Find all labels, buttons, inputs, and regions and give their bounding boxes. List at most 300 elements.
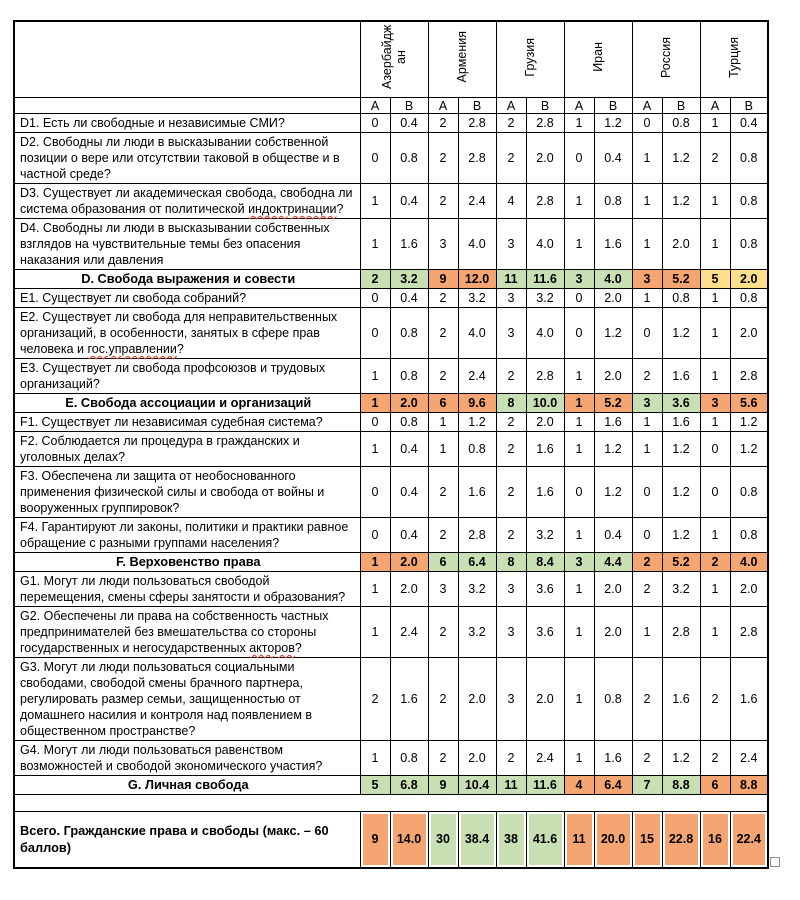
section-total-cell: 4.0	[730, 553, 768, 572]
question-row	[14, 413, 768, 432]
score-cell: 3.2	[458, 607, 496, 658]
question-cell: F3. Обеспечена ли защита от необоснованного применения физической силы и свобода от войны и вооруженных группировок?	[14, 467, 360, 518]
score-cell: 4.0	[526, 219, 564, 270]
score-cell: 3	[496, 308, 526, 359]
score-cell: 1.2	[662, 184, 700, 219]
score-cell: 1	[700, 607, 730, 658]
col-a-header: А	[428, 98, 458, 114]
question-row	[14, 184, 768, 219]
score-cell: 3	[496, 607, 526, 658]
score-cell: 2	[700, 741, 730, 776]
score-cell: 2	[428, 114, 458, 133]
score-cell: 1.2	[662, 432, 700, 467]
section-total-cell: 8.8	[662, 776, 700, 795]
section-total-cell: 2.0	[730, 270, 768, 289]
question-cell: G4. Могут ли люди пользоваться равенством возможностей и свободой экономического участия?	[14, 741, 360, 776]
score-cell: 2.0	[662, 219, 700, 270]
score-cell: 4.0	[526, 308, 564, 359]
score-cell: 1	[564, 741, 594, 776]
score-cell: 1.6	[662, 359, 700, 394]
score-cell: 2	[496, 413, 526, 432]
question-cell: D4. Свободны ли люди в высказывании собственных взглядов на чувствительные темы без опасения наказания или давления	[14, 219, 360, 270]
score-cell: 0	[632, 467, 662, 518]
score-cell: 0	[360, 133, 390, 184]
score-cell: 1.2	[594, 308, 632, 359]
score-cell: 2	[700, 133, 730, 184]
question-cell: E1. Существует ли свобода собраний?	[14, 289, 360, 308]
section-total-cell: 9	[428, 270, 458, 289]
question-row	[14, 432, 768, 467]
score-cell: 2.0	[594, 572, 632, 607]
spacer-cell	[14, 795, 768, 812]
score-cell: 1	[360, 219, 390, 270]
score-cell: 2	[428, 289, 458, 308]
score-cell: 1	[564, 359, 594, 394]
score-cell: 3.6	[526, 607, 564, 658]
score-cell: 1	[564, 184, 594, 219]
section-total-cell: 3	[700, 394, 730, 413]
col-b-header: В	[458, 98, 496, 114]
score-cell: 1	[564, 572, 594, 607]
score-cell: 2.8	[526, 184, 564, 219]
score-cell: 1.6	[594, 219, 632, 270]
section-total-cell: 11	[496, 776, 526, 795]
score-cell: 0.4	[390, 518, 428, 553]
score-cell: 2	[496, 467, 526, 518]
col-a-header: А	[360, 98, 390, 114]
section-total-cell: 5.2	[662, 270, 700, 289]
score-cell: 1.6	[526, 432, 564, 467]
score-cell: 1	[360, 572, 390, 607]
section-total-cell: 10.4	[458, 776, 496, 795]
score-cell: 1	[700, 114, 730, 133]
section-total-cell: 5.6	[730, 394, 768, 413]
grand-total-cell: 41.6	[526, 812, 564, 868]
section-total-cell: 3	[564, 270, 594, 289]
score-cell: 1.6	[390, 658, 428, 741]
col-a-header: А	[564, 98, 594, 114]
country-label: Азербайджан	[380, 24, 408, 90]
score-cell: 1	[700, 572, 730, 607]
score-cell: 1	[700, 308, 730, 359]
misspelled-word: индоктринации	[248, 202, 337, 216]
score-cell: 0	[564, 289, 594, 308]
col-a-header: А	[700, 98, 730, 114]
score-cell: 0	[700, 467, 730, 518]
score-cell: 0.8	[390, 413, 428, 432]
score-cell: 0.4	[390, 432, 428, 467]
country-label: Грузия	[523, 37, 537, 77]
score-cell: 2	[700, 658, 730, 741]
score-cell: 1	[360, 607, 390, 658]
country-label: Иран	[591, 42, 605, 72]
score-cell: 2	[632, 359, 662, 394]
section-label-cell: E. Свобода ассоциации и организаций	[14, 394, 360, 413]
score-cell: 1.2	[662, 308, 700, 359]
grand-total-cell: 14.0	[390, 812, 428, 868]
grand-total-cell: 11	[564, 812, 594, 868]
score-cell: 1	[428, 432, 458, 467]
section-total-cell: 3.6	[662, 394, 700, 413]
country-header-georgia	[496, 21, 564, 98]
section-total-cell: 6	[428, 394, 458, 413]
score-cell: 2	[360, 658, 390, 741]
score-cell: 1	[700, 413, 730, 432]
score-cell: 2	[496, 741, 526, 776]
section-total-row	[14, 776, 768, 795]
score-cell: 0.8	[730, 219, 768, 270]
section-total-cell: 8	[496, 553, 526, 572]
table-resize-handle[interactable]	[770, 857, 780, 867]
score-cell: 1.2	[594, 467, 632, 518]
question-row	[14, 133, 768, 184]
score-cell: 0.4	[594, 518, 632, 553]
score-cell: 1.2	[594, 114, 632, 133]
question-cell: G2. Обеспечены ли права на собственность частных предпринимателей без вмешательства со стороны государственных и негосударственных акторов?	[14, 607, 360, 658]
section-total-cell: 8	[496, 394, 526, 413]
question-row	[14, 658, 768, 741]
score-cell: 2.8	[526, 359, 564, 394]
score-cell: 2.8	[458, 133, 496, 184]
score-cell: 0.8	[594, 184, 632, 219]
score-cell: 1	[360, 741, 390, 776]
score-cell: 1	[564, 413, 594, 432]
score-cell: 2	[428, 308, 458, 359]
score-cell: 1.6	[594, 741, 632, 776]
score-cell: 0.8	[390, 359, 428, 394]
score-cell: 1.6	[526, 467, 564, 518]
question-cell: G3. Могут ли люди пользоваться социальными свободами, свободой смены брачного партнера, регулировать размер семьи, защищенностью от домашнего насилия и контроля над появлением в общественном пространстве?	[14, 658, 360, 741]
score-cell: 1.6	[458, 467, 496, 518]
question-row	[14, 114, 768, 133]
score-cell: 1.6	[662, 413, 700, 432]
country-label: Россия	[659, 36, 673, 78]
section-total-cell: 9.6	[458, 394, 496, 413]
score-cell: 0	[360, 413, 390, 432]
score-cell: 2	[496, 133, 526, 184]
score-cell: 1	[632, 184, 662, 219]
score-cell: 3	[428, 572, 458, 607]
score-cell: 0.8	[594, 658, 632, 741]
score-cell: 2.0	[730, 572, 768, 607]
section-total-cell: 3	[564, 553, 594, 572]
section-total-cell: 2	[700, 553, 730, 572]
question-row	[14, 467, 768, 518]
score-cell: 0.8	[730, 518, 768, 553]
score-cell: 2	[428, 658, 458, 741]
score-cell: 1.6	[662, 658, 700, 741]
score-cell: 0.4	[390, 467, 428, 518]
score-cell: 3	[496, 572, 526, 607]
section-total-cell: 1	[360, 553, 390, 572]
score-cell: 2.0	[594, 607, 632, 658]
section-total-cell: 2.0	[390, 553, 428, 572]
section-total-cell: 3	[632, 394, 662, 413]
score-cell: 0.8	[458, 432, 496, 467]
section-total-cell: 3	[632, 270, 662, 289]
section-total-cell: 6.4	[458, 553, 496, 572]
score-cell: 1	[632, 219, 662, 270]
section-total-cell: 10.0	[526, 394, 564, 413]
grand-total-cell: 16	[700, 812, 730, 868]
scores-table	[13, 20, 769, 869]
score-cell: 1.2	[458, 413, 496, 432]
score-cell: 1.2	[730, 432, 768, 467]
question-row	[14, 219, 768, 270]
score-cell: 1.2	[662, 741, 700, 776]
score-cell: 1	[360, 359, 390, 394]
section-total-cell: 8.8	[730, 776, 768, 795]
col-b-header: В	[594, 98, 632, 114]
score-cell: 2	[632, 658, 662, 741]
score-cell: 2.8	[526, 114, 564, 133]
score-cell: 0	[632, 518, 662, 553]
score-cell: 2.8	[730, 607, 768, 658]
score-cell: 3	[428, 219, 458, 270]
score-cell: 1.2	[662, 133, 700, 184]
question-cell: F4. Гарантируют ли законы, политики и практики равное обращение с разными группами населения?	[14, 518, 360, 553]
score-cell: 2.8	[458, 518, 496, 553]
grand-total-cell: 20.0	[594, 812, 632, 868]
score-cell: 2	[496, 518, 526, 553]
question-cell: D1. Есть ли свободные и независимые СМИ?	[14, 114, 360, 133]
score-cell: 0.4	[594, 133, 632, 184]
score-cell: 3	[496, 219, 526, 270]
section-total-cell: 11	[496, 270, 526, 289]
score-cell: 2.0	[458, 658, 496, 741]
col-b-header: В	[662, 98, 700, 114]
score-cell: 0	[632, 114, 662, 133]
question-cell: E2. Существует ли свобода для неправительственных организаций, в особенности, занятых в сфере прав человека и гос.управлении?	[14, 308, 360, 359]
section-total-cell: 3.2	[390, 270, 428, 289]
score-cell: 1	[564, 658, 594, 741]
score-cell: 1	[700, 518, 730, 553]
score-cell: 4.0	[458, 219, 496, 270]
section-total-cell: 2.0	[390, 394, 428, 413]
section-label-cell: G. Личная свобода	[14, 776, 360, 795]
score-cell: 0.8	[730, 133, 768, 184]
question-row	[14, 289, 768, 308]
score-cell: 2.0	[526, 133, 564, 184]
score-cell: 2.8	[458, 114, 496, 133]
section-total-cell: 12.0	[458, 270, 496, 289]
score-cell: 0.8	[390, 308, 428, 359]
section-total-row	[14, 553, 768, 572]
score-cell: 2	[428, 607, 458, 658]
section-total-cell: 8.4	[526, 553, 564, 572]
score-cell: 3.2	[526, 289, 564, 308]
grand-total-cell: 9	[360, 812, 390, 868]
section-total-cell: 6	[700, 776, 730, 795]
country-header-azerbaijan	[360, 21, 428, 98]
grand-total-row	[14, 812, 768, 868]
section-total-cell: 2	[632, 553, 662, 572]
col-b-header: В	[526, 98, 564, 114]
section-total-cell: 6.8	[390, 776, 428, 795]
section-total-cell: 5	[360, 776, 390, 795]
score-cell: 1.6	[594, 413, 632, 432]
country-header-armenia	[428, 21, 496, 98]
score-cell: 0.8	[390, 133, 428, 184]
score-cell: 2	[632, 572, 662, 607]
question-row	[14, 572, 768, 607]
score-cell: 2.4	[730, 741, 768, 776]
score-cell: 2.0	[594, 359, 632, 394]
score-cell: 0.8	[730, 184, 768, 219]
score-cell: 2.4	[458, 359, 496, 394]
score-cell: 0.4	[390, 114, 428, 133]
score-cell: 1.2	[662, 467, 700, 518]
score-cell: 2.0	[390, 572, 428, 607]
score-cell: 1	[632, 413, 662, 432]
section-total-cell: 11.6	[526, 270, 564, 289]
score-cell: 4	[496, 184, 526, 219]
score-cell: 2.4	[458, 184, 496, 219]
score-cell: 1	[700, 289, 730, 308]
question-cell: D2. Свободны ли люди в высказывании собственной позиции о вере или отсутствии таковой в обществе и в частной среде?	[14, 133, 360, 184]
score-cell: 2.4	[390, 607, 428, 658]
score-cell: 1	[360, 432, 390, 467]
score-cell: 4.0	[458, 308, 496, 359]
score-cell: 0.4	[390, 289, 428, 308]
score-cell: 0.4	[730, 114, 768, 133]
question-row	[14, 741, 768, 776]
score-cell: 0	[360, 518, 390, 553]
score-cell: 1	[564, 114, 594, 133]
score-cell: 0.8	[662, 114, 700, 133]
score-cell: 0	[632, 308, 662, 359]
score-cell: 2.0	[730, 308, 768, 359]
section-total-cell: 1	[564, 394, 594, 413]
section-total-row	[14, 394, 768, 413]
score-cell: 3	[496, 289, 526, 308]
score-cell: 2.0	[594, 289, 632, 308]
score-cell: 2.0	[526, 658, 564, 741]
country-header-iran	[564, 21, 632, 98]
score-cell: 0	[564, 308, 594, 359]
score-cell: 1	[632, 289, 662, 308]
section-total-cell: 5.2	[662, 553, 700, 572]
country-header-turkey	[700, 21, 768, 98]
col-b-header: В	[390, 98, 428, 114]
score-cell: 1	[428, 413, 458, 432]
score-cell: 1	[564, 219, 594, 270]
section-total-cell: 5	[700, 270, 730, 289]
grand-total-cell: 38	[496, 812, 526, 868]
misspelled-word: гос.управлении	[87, 342, 177, 356]
score-cell: 0	[564, 133, 594, 184]
score-cell: 2	[496, 114, 526, 133]
score-cell: 2.0	[458, 741, 496, 776]
score-cell: 0	[360, 467, 390, 518]
section-total-cell: 6.4	[594, 776, 632, 795]
score-cell: 1.2	[662, 518, 700, 553]
score-cell: 0.8	[662, 289, 700, 308]
ab-corner-cell	[14, 98, 360, 114]
grand-total-cell: 30	[428, 812, 458, 868]
score-cell: 1	[632, 607, 662, 658]
score-cell: 2.8	[730, 359, 768, 394]
section-total-cell: 2	[360, 270, 390, 289]
score-cell: 2	[496, 432, 526, 467]
score-cell: 3	[496, 658, 526, 741]
question-row	[14, 308, 768, 359]
grand-total-cell: 38.4	[458, 812, 496, 868]
score-cell: 1.2	[730, 413, 768, 432]
spacer-row	[14, 795, 768, 812]
question-row	[14, 607, 768, 658]
question-cell: D3. Существует ли академическая свобода, свободна ли система образования от политической индоктринации?	[14, 184, 360, 219]
section-total-cell: 9	[428, 776, 458, 795]
col-a-header: А	[632, 98, 662, 114]
score-cell: 3.6	[526, 572, 564, 607]
score-cell: 2	[428, 133, 458, 184]
score-cell: 2	[632, 741, 662, 776]
score-cell: 1	[632, 432, 662, 467]
question-cell: E3. Существует ли свобода профсоюзов и трудовых организаций?	[14, 359, 360, 394]
section-total-cell: 6	[428, 553, 458, 572]
score-cell: 2	[428, 359, 458, 394]
score-cell: 0	[360, 308, 390, 359]
score-cell: 1	[700, 359, 730, 394]
section-total-row	[14, 270, 768, 289]
score-cell: 1	[564, 518, 594, 553]
score-cell: 2	[428, 184, 458, 219]
section-total-cell: 1	[360, 394, 390, 413]
score-cell: 3.2	[458, 572, 496, 607]
score-cell: 0	[360, 114, 390, 133]
score-cell: 0.4	[390, 184, 428, 219]
section-total-cell: 4.4	[594, 553, 632, 572]
country-label: Армения	[455, 31, 469, 83]
section-total-cell: 4.0	[594, 270, 632, 289]
col-a-header: А	[496, 98, 526, 114]
question-cell: F2. Соблюдается ли процедура в гражданских и уголовных делах?	[14, 432, 360, 467]
score-cell: 3.2	[458, 289, 496, 308]
score-cell: 0.8	[390, 741, 428, 776]
section-total-cell: 4	[564, 776, 594, 795]
country-header-row	[14, 21, 768, 98]
question-row	[14, 359, 768, 394]
section-total-cell: 11.6	[526, 776, 564, 795]
corner-cell	[14, 21, 360, 98]
section-total-cell: 7	[632, 776, 662, 795]
score-cell: 1.6	[730, 658, 768, 741]
score-cell: 2	[428, 518, 458, 553]
question-cell: G1. Могут ли люди пользоваться свободой перемещения, смены сферы занятости и образования?	[14, 572, 360, 607]
grand-total-label-cell: Всего. Гражданские права и свободы (макс. – 60 баллов)	[14, 812, 360, 868]
misspelled-word: акторов	[249, 641, 295, 655]
section-label-cell: D. Свобода выражения и совести	[14, 270, 360, 289]
grand-total-cell: 22.8	[662, 812, 700, 868]
score-cell: 1	[700, 219, 730, 270]
score-cell: 3.2	[526, 518, 564, 553]
question-row	[14, 518, 768, 553]
score-cell: 1.2	[594, 432, 632, 467]
section-total-cell: 5.2	[594, 394, 632, 413]
country-label: Турция	[726, 36, 741, 78]
score-cell: 1	[700, 184, 730, 219]
score-cell: 0	[564, 467, 594, 518]
grand-total-cell: 22.4	[730, 812, 768, 868]
question-cell: F1. Существует ли независимая судебная система?	[14, 413, 360, 432]
score-cell: 0	[700, 432, 730, 467]
score-cell: 1.6	[390, 219, 428, 270]
section-label-cell: F. Верховенство права	[14, 553, 360, 572]
score-cell: 0.8	[730, 467, 768, 518]
score-cell: 2.8	[662, 607, 700, 658]
col-b-header: В	[730, 98, 768, 114]
